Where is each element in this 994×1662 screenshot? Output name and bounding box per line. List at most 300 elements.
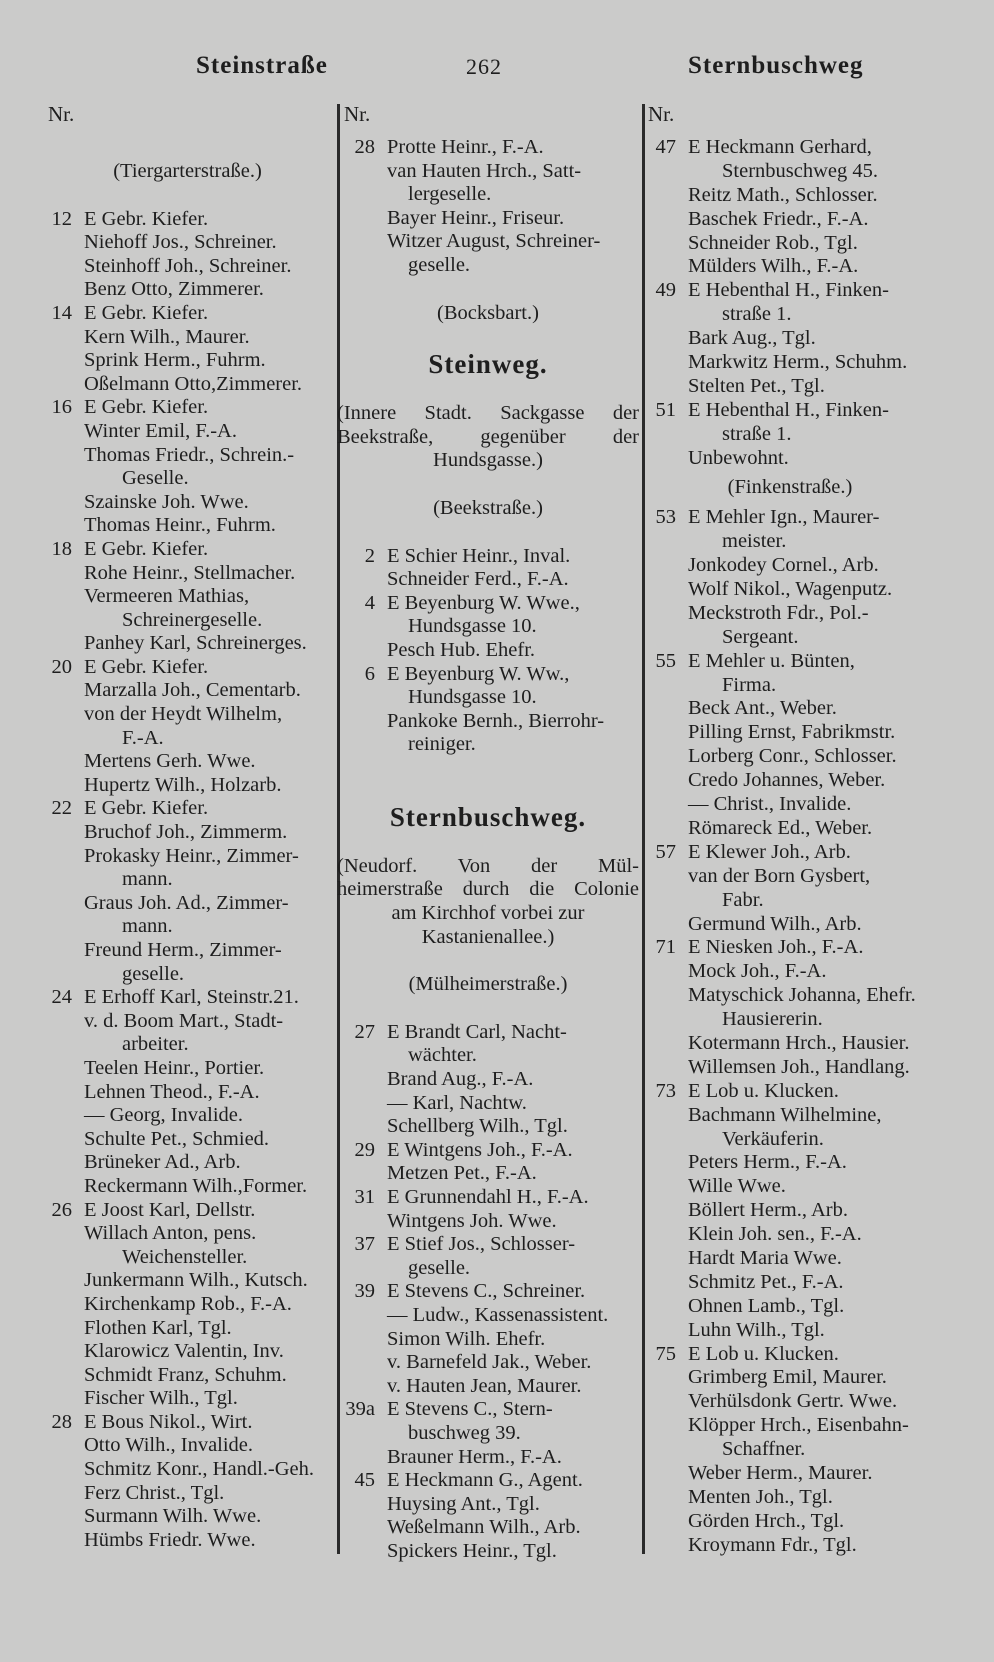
street-section-heading bbox=[337, 973, 639, 997]
line-text: Huysing Ant., Tgl. bbox=[387, 1492, 540, 1515]
line-text: geselle. bbox=[122, 962, 185, 985]
line-text: Klöpper Hrch., Eisenbahn- bbox=[688, 1414, 909, 1437]
line-text: straße 1. bbox=[722, 303, 792, 326]
line-text: van Hauten Hrch., Satt- bbox=[387, 159, 582, 182]
line-text: Oßelmann Otto,Zimmerer. bbox=[84, 372, 303, 395]
house-number: 28 bbox=[354, 136, 375, 158]
line-text: Sergeant. bbox=[722, 625, 799, 648]
directory-entry bbox=[364, 591, 640, 616]
line-text: Weber Herm., Maurer. bbox=[688, 1461, 873, 1484]
line-text: Jonkodey Cornel., Arb. bbox=[688, 554, 879, 577]
entry-continuation bbox=[688, 160, 943, 184]
directory-entry bbox=[688, 769, 943, 793]
directory-entry bbox=[655, 1079, 943, 1104]
directory-entry bbox=[688, 817, 943, 841]
line-text: (Neudorf. Von der Mül- bbox=[337, 854, 639, 877]
running-head-left: Steinstraße bbox=[196, 52, 328, 79]
line-text: v. d. Boom Mart., Stadt- bbox=[84, 1009, 284, 1032]
directory-entry bbox=[655, 279, 943, 303]
line-text: — Karl, Nachtw. bbox=[387, 1091, 527, 1114]
line-text: Unbewohnt. bbox=[688, 446, 789, 469]
line-text: meister. bbox=[722, 530, 787, 553]
directory-entry bbox=[688, 1223, 943, 1247]
house-number: 73 bbox=[655, 1079, 676, 1102]
line-text: Verhülsdonk Gertr. Wwe. bbox=[688, 1390, 898, 1413]
street-description bbox=[337, 402, 639, 426]
entry-continuation bbox=[387, 733, 640, 757]
page-number: 262 bbox=[466, 54, 502, 79]
directory-entry bbox=[51, 537, 335, 562]
line-text: Bayer Heinr., Friseur. bbox=[387, 206, 565, 229]
house-number: 37 bbox=[354, 1233, 375, 1256]
line-text: Geselle. bbox=[122, 467, 189, 490]
directory-entry bbox=[688, 1151, 943, 1175]
directory-entry bbox=[387, 568, 640, 592]
house-number: 6 bbox=[364, 662, 375, 685]
directory-entry bbox=[387, 1446, 640, 1470]
directory-entry bbox=[688, 255, 943, 279]
directory-entry bbox=[84, 679, 335, 703]
directory-entry bbox=[51, 301, 335, 326]
line-text: E Erhoff Karl, Steinstr.21. bbox=[84, 986, 299, 1009]
line-text: Römareck Ed., Weber. bbox=[688, 816, 873, 839]
line-text: (Beekstraße.) bbox=[433, 496, 543, 519]
directory-entry bbox=[345, 1398, 640, 1422]
line-text: E Gebr. Kiefer. bbox=[84, 207, 209, 230]
directory-entry bbox=[84, 326, 335, 350]
street-description bbox=[337, 855, 639, 879]
street-section-heading bbox=[640, 476, 940, 500]
line-text: Willemsen Joh., Handlang. bbox=[688, 1055, 910, 1078]
line-text: Ohnen Lamb., Tgl. bbox=[688, 1294, 845, 1317]
line-text: E Grunnendahl H., F.-A. bbox=[387, 1186, 589, 1208]
line-text: Graus Joh. Ad., Zimmer- bbox=[84, 891, 289, 914]
directory-entry bbox=[387, 1210, 640, 1234]
entry-continuation bbox=[688, 1008, 943, 1032]
directory-entry bbox=[51, 207, 335, 232]
line-text: F.-A. bbox=[122, 726, 164, 749]
line-text: heimerstraße durch die Colonie bbox=[337, 878, 639, 901]
entry-continuation bbox=[84, 868, 335, 892]
street-section-heading bbox=[337, 497, 639, 521]
line-text: wächter. bbox=[408, 1044, 477, 1067]
line-text: v. Barnefeld Jak., Weber. bbox=[387, 1351, 592, 1374]
line-text: Steinhoff Joh., Schreiner. bbox=[84, 254, 292, 277]
directory-entry bbox=[84, 514, 335, 538]
line-text: Hundsgasse.) bbox=[433, 449, 543, 472]
line-text: Brüneker Ad., Arb. bbox=[84, 1151, 241, 1174]
line-text: Protte Heinr., F.-A. bbox=[387, 136, 544, 158]
column-2 bbox=[337, 136, 640, 1564]
directory-entry bbox=[84, 750, 335, 774]
directory-entry bbox=[84, 1010, 335, 1034]
directory-entry bbox=[84, 1364, 335, 1388]
house-number: 27 bbox=[354, 1020, 375, 1043]
line-text: Steinweg. bbox=[428, 349, 548, 380]
house-number: 24 bbox=[51, 986, 72, 1009]
directory-entry bbox=[387, 1540, 640, 1564]
line-text: Schellberg Wilh., Tgl. bbox=[387, 1115, 568, 1138]
house-number: 4 bbox=[364, 591, 375, 614]
line-text: Weichensteller. bbox=[122, 1245, 248, 1268]
line-text: Mertens Gerh. Wwe. bbox=[84, 750, 256, 773]
directory-entry bbox=[387, 1516, 640, 1540]
directory-entry bbox=[688, 375, 943, 399]
entry-continuation bbox=[387, 1257, 640, 1281]
house-number: 31 bbox=[354, 1186, 375, 1208]
line-text: Otto Wilh., Invalide. bbox=[84, 1434, 254, 1457]
line-text: Panhey Karl, Schreinerges. bbox=[84, 632, 307, 655]
line-text: Willach Anton, pens. bbox=[84, 1222, 257, 1245]
directory-entry bbox=[354, 1186, 640, 1210]
line-text: am Kirchhof vorbei zur bbox=[391, 902, 585, 925]
directory-entry bbox=[688, 1056, 943, 1080]
house-number: 57 bbox=[655, 840, 676, 863]
line-text: (Finkenstraße.) bbox=[727, 476, 853, 499]
line-text: arbeiter. bbox=[122, 1033, 189, 1056]
line-text: E Joost Karl, Dellstr. bbox=[84, 1198, 256, 1221]
directory-entry bbox=[688, 232, 943, 256]
entry-continuation bbox=[688, 1128, 943, 1152]
directory-entry bbox=[387, 207, 640, 231]
directory-entry bbox=[84, 1269, 335, 1293]
line-text: Beck Ant., Weber. bbox=[688, 697, 837, 720]
line-text: Fabr. bbox=[722, 888, 764, 911]
directory-entry bbox=[387, 639, 640, 663]
street-description bbox=[337, 878, 639, 902]
running-head-right: Sternbuschweg bbox=[688, 52, 864, 79]
column-3 bbox=[655, 136, 943, 1558]
nr-label-col-3: Nr. bbox=[648, 102, 675, 126]
street-section-heading bbox=[337, 302, 639, 326]
directory-entry bbox=[655, 936, 943, 960]
directory-entry bbox=[655, 649, 943, 674]
directory-entry bbox=[688, 721, 943, 745]
directory-entry bbox=[688, 1032, 943, 1056]
directory-entry bbox=[84, 373, 335, 397]
nr-label-col-2: Nr. bbox=[344, 102, 371, 126]
directory-entry bbox=[688, 1510, 943, 1534]
house-number: 20 bbox=[51, 655, 72, 678]
directory-entry bbox=[84, 1151, 335, 1175]
directory-entry bbox=[51, 1198, 335, 1223]
line-text: Peters Herm., F.-A. bbox=[688, 1151, 847, 1174]
directory-entry bbox=[84, 774, 335, 798]
line-text: Junkermann Wilh., Kutsch. bbox=[84, 1269, 308, 1292]
line-text: Klein Joh. sen., F.-A. bbox=[688, 1223, 862, 1246]
line-text: Klarowicz Valentin, Inv. bbox=[84, 1340, 284, 1363]
entry-continuation bbox=[387, 615, 640, 639]
line-text: Grimberg Emil, Maurer. bbox=[688, 1366, 887, 1389]
directory-entry bbox=[688, 1390, 943, 1414]
street-title bbox=[337, 349, 639, 379]
directory-entry bbox=[688, 913, 943, 937]
directory-entry bbox=[387, 1351, 640, 1375]
directory-entry bbox=[84, 1458, 335, 1482]
entry-continuation bbox=[84, 963, 335, 987]
line-text: geselle. bbox=[408, 1256, 471, 1279]
directory-entry bbox=[655, 506, 943, 530]
entry-continuation bbox=[84, 1033, 335, 1057]
directory-entry bbox=[364, 544, 640, 569]
street-description bbox=[337, 926, 639, 950]
directory-entry bbox=[688, 184, 943, 208]
line-text: Reitz Math., Schlosser. bbox=[688, 183, 878, 206]
directory-entry bbox=[387, 1162, 640, 1186]
directory-entry bbox=[84, 703, 335, 727]
line-text: Markwitz Herm., Schuhm. bbox=[688, 351, 908, 374]
directory-entry bbox=[688, 1199, 943, 1223]
directory-entry bbox=[688, 865, 943, 889]
street-description bbox=[337, 902, 639, 926]
line-text: Germund Wilh., Arb. bbox=[688, 912, 862, 935]
entry-continuation bbox=[387, 183, 640, 207]
line-text: Freund Herm., Zimmer- bbox=[84, 939, 282, 961]
house-number: 12 bbox=[51, 207, 72, 230]
line-text: E Bous Nikol., Wirt. bbox=[84, 1410, 253, 1433]
line-text: — Ludw., Kassenassistent. bbox=[387, 1303, 609, 1326]
house-number: 22 bbox=[51, 797, 72, 820]
directory-entry bbox=[84, 420, 335, 444]
line-text: Lehnen Theod., F.-A. bbox=[84, 1080, 260, 1103]
line-text: E Beyenburg W. Wwe., bbox=[387, 591, 580, 614]
directory-entry bbox=[84, 1222, 335, 1246]
house-number: 29 bbox=[354, 1138, 375, 1161]
directory-entry bbox=[51, 986, 335, 1010]
house-number: 18 bbox=[51, 537, 72, 560]
line-text: Luhn Wilh., Tgl. bbox=[688, 1318, 825, 1341]
line-text: Stelten Pet., Tgl. bbox=[688, 374, 825, 397]
line-text: Schmitz Konr., Handl.-Geh. bbox=[84, 1458, 315, 1481]
directory-entry bbox=[84, 1482, 335, 1506]
directory-entry bbox=[84, 1505, 335, 1529]
directory-entry bbox=[387, 1375, 640, 1399]
line-text: Kastanienallee.) bbox=[421, 925, 555, 948]
line-text: von der Heydt Wilhelm, bbox=[84, 703, 283, 726]
line-text: Schneider Ferd., F.-A. bbox=[387, 568, 569, 591]
line-text: Bruchof Joh., Zimmerm. bbox=[84, 821, 288, 844]
entry-continuation bbox=[387, 1044, 640, 1068]
line-text: Hupertz Wilh., Holzarb. bbox=[84, 773, 282, 796]
directory-entry bbox=[655, 1342, 943, 1367]
line-text: (Mülheimerstraße.) bbox=[408, 973, 568, 996]
line-text: Szainske Joh. Wwe. bbox=[84, 490, 249, 513]
directory-entry bbox=[688, 447, 943, 471]
directory-entry bbox=[387, 160, 640, 184]
line-text: E Klewer Joh., Arb. bbox=[688, 840, 851, 863]
directory-entry bbox=[688, 1295, 943, 1319]
house-number: 53 bbox=[655, 506, 676, 529]
line-text: Flothen Karl, Tgl. bbox=[84, 1316, 232, 1339]
directory-entry bbox=[51, 1410, 335, 1435]
directory-entry bbox=[84, 821, 335, 845]
line-text: Firma. bbox=[722, 673, 777, 696]
directory-entry bbox=[387, 1493, 640, 1517]
line-text: Bark Aug., Tgl. bbox=[688, 327, 816, 350]
line-text: Schmidt Franz, Schuhm. bbox=[84, 1363, 287, 1386]
line-text: E Gebr. Kiefer. bbox=[84, 655, 209, 678]
directory-entry bbox=[84, 1175, 335, 1199]
entry-continuation bbox=[84, 467, 335, 491]
directory-entry bbox=[84, 1081, 335, 1105]
line-text: E Mehler Ign., Maurer- bbox=[688, 506, 880, 529]
line-text: Rohe Heinr., Stellmacher. bbox=[84, 561, 296, 584]
directory-entry bbox=[688, 554, 943, 578]
line-text: v. Hauten Jean, Maurer. bbox=[387, 1374, 582, 1397]
directory-entry bbox=[387, 230, 640, 254]
directory-entry bbox=[354, 1280, 640, 1304]
directory-entry bbox=[688, 602, 943, 626]
directory-entry bbox=[84, 491, 335, 515]
line-text: Görden Hrch., Tgl. bbox=[688, 1509, 845, 1532]
line-text: Metzen Pet., F.-A. bbox=[387, 1162, 537, 1185]
directory-entry bbox=[387, 1068, 640, 1092]
line-text: Mock Joh., F.-A. bbox=[688, 960, 827, 983]
house-number: 75 bbox=[655, 1342, 676, 1365]
line-text: mann. bbox=[122, 868, 173, 891]
line-text: Marzalla Joh., Cementarb. bbox=[84, 679, 301, 702]
line-text: E Stief Jos., Schlosser- bbox=[387, 1233, 576, 1256]
line-text: Böllert Herm., Arb. bbox=[688, 1199, 848, 1222]
line-text: E Gebr. Kiefer. bbox=[84, 396, 209, 419]
line-text: E Heckmann Gerhard, bbox=[688, 136, 872, 158]
line-text: Wille Wwe. bbox=[688, 1175, 786, 1198]
line-text: Thomas Heinr., Fuhrm. bbox=[84, 514, 276, 537]
line-text: Ferz Christ., Tgl. bbox=[84, 1481, 225, 1504]
line-text: Prokasky Heinr., Zimmer- bbox=[84, 844, 299, 867]
directory-entry bbox=[84, 1340, 335, 1364]
line-text: (Tiergarterstraße.) bbox=[113, 160, 262, 182]
directory-entry bbox=[84, 1387, 335, 1411]
line-text: Menten Joh., Tgl. bbox=[688, 1485, 833, 1508]
directory-entry bbox=[688, 351, 943, 375]
directory-entry bbox=[84, 278, 335, 302]
line-text: E Gebr. Kiefer. bbox=[84, 301, 209, 324]
directory-entry bbox=[84, 1317, 335, 1341]
line-text: Hundsgasse 10. bbox=[408, 686, 537, 709]
line-text: E Stevens C., Schreiner. bbox=[387, 1280, 586, 1303]
line-text: Kern Wilh., Maurer. bbox=[84, 325, 250, 348]
directory-entry bbox=[84, 1529, 335, 1553]
directory-entry bbox=[688, 208, 943, 232]
line-text: Baschek Friedr., F.-A. bbox=[688, 207, 869, 230]
line-text: Sternbuschweg 45. bbox=[722, 159, 879, 182]
line-text: Schmitz Pet., F.-A. bbox=[688, 1270, 844, 1293]
directory-entry bbox=[688, 1319, 943, 1343]
line-text: Hundsgasse 10. bbox=[408, 615, 537, 638]
directory-entry bbox=[51, 655, 335, 680]
entry-continuation bbox=[688, 530, 943, 554]
line-text: Weßelmann Wilh., Arb. bbox=[387, 1516, 581, 1539]
directory-entry bbox=[84, 349, 335, 373]
directory-entry bbox=[354, 1020, 640, 1045]
line-text: E Stevens C., Stern- bbox=[387, 1398, 553, 1421]
house-number: 55 bbox=[655, 649, 676, 672]
entry-continuation bbox=[688, 423, 943, 447]
directory-entry bbox=[387, 1328, 640, 1352]
directory-entry bbox=[688, 1271, 943, 1295]
entry-continuation bbox=[688, 626, 943, 650]
directory-entry bbox=[387, 710, 640, 734]
directory-entry bbox=[655, 398, 943, 423]
directory-entry bbox=[84, 845, 335, 869]
directory-entry bbox=[84, 585, 335, 609]
entry-continuation bbox=[688, 303, 943, 327]
line-text: Vermeeren Mathias, bbox=[84, 585, 250, 608]
directory-entry bbox=[655, 840, 943, 865]
line-text: Benz Otto, Zimmerer. bbox=[84, 278, 264, 301]
line-text: E Brandt Carl, Nacht- bbox=[387, 1020, 567, 1043]
line-text: E Hebenthal H., Finken- bbox=[688, 279, 889, 302]
line-text: Bachmann Wilhelmine, bbox=[688, 1103, 882, 1126]
directory-entry bbox=[655, 136, 943, 160]
line-text: Spickers Heinr., Tgl. bbox=[387, 1539, 557, 1562]
directory-entry bbox=[688, 578, 943, 602]
street-description bbox=[337, 449, 639, 473]
line-text: E Heckmann G., Agent. bbox=[387, 1469, 583, 1492]
directory-entry bbox=[354, 1233, 640, 1257]
line-text: straße 1. bbox=[722, 422, 792, 445]
directory-entry bbox=[688, 1366, 943, 1390]
line-text: Surmann Wilh. Wwe. bbox=[84, 1505, 262, 1528]
entry-continuation bbox=[387, 1422, 640, 1446]
directory-entry bbox=[354, 1138, 640, 1163]
house-number: 16 bbox=[51, 396, 72, 419]
street-title bbox=[337, 802, 639, 832]
directory-entry bbox=[354, 1469, 640, 1493]
directory-entry bbox=[84, 255, 335, 279]
line-text: Hardt Maria Wwe. bbox=[688, 1246, 842, 1269]
house-number: 2 bbox=[364, 544, 375, 567]
line-text: Schaffner. bbox=[722, 1438, 806, 1461]
line-text: Wolf Nikol., Wagenputz. bbox=[688, 578, 893, 601]
column-1 bbox=[51, 136, 335, 1552]
directory-entry bbox=[688, 984, 943, 1008]
directory-entry bbox=[84, 562, 335, 586]
entry-continuation bbox=[84, 915, 335, 939]
line-text: Schulte Pet., Schmied. bbox=[84, 1127, 270, 1150]
directory-entry bbox=[688, 1462, 943, 1486]
line-text: Mülders Wilh., F.-A. bbox=[688, 255, 859, 278]
directory-entry bbox=[387, 1115, 640, 1139]
line-text: Sprink Herm., Fuhrm. bbox=[84, 349, 266, 372]
entry-continuation bbox=[84, 727, 335, 751]
line-text: Credo Johannes, Weber. bbox=[688, 769, 886, 792]
line-text: Brand Aug., F.-A. bbox=[387, 1068, 534, 1091]
line-text: Kroymann Fdr., Tgl. bbox=[688, 1533, 857, 1556]
line-text: E Mehler u. Bünten, bbox=[688, 649, 855, 672]
entry-continuation bbox=[387, 686, 640, 710]
line-text: Kotermann Hrch., Hausier. bbox=[688, 1031, 910, 1054]
line-text: E Wintgens Joh., F.-A. bbox=[387, 1138, 573, 1161]
directory-entry bbox=[688, 960, 943, 984]
line-text: E Gebr. Kiefer. bbox=[84, 537, 209, 560]
line-text: E Schier Heinr., Inval. bbox=[387, 544, 571, 567]
directory-entry bbox=[84, 1128, 335, 1152]
directory-entry bbox=[84, 1057, 335, 1081]
directory-entry bbox=[84, 892, 335, 916]
house-number: 51 bbox=[655, 398, 676, 421]
line-text: geselle. bbox=[408, 253, 471, 276]
line-text: Winter Emil, F.-A. bbox=[84, 419, 237, 442]
line-text: Pesch Hub. Ehefr. bbox=[387, 638, 536, 661]
directory-entry bbox=[387, 1092, 640, 1116]
house-number: 39a bbox=[345, 1398, 375, 1421]
directory-entry bbox=[84, 1104, 335, 1128]
line-text: E Niesken Joh., F.-A. bbox=[688, 936, 864, 959]
entry-continuation bbox=[688, 889, 943, 913]
street-section-heading bbox=[40, 160, 335, 184]
